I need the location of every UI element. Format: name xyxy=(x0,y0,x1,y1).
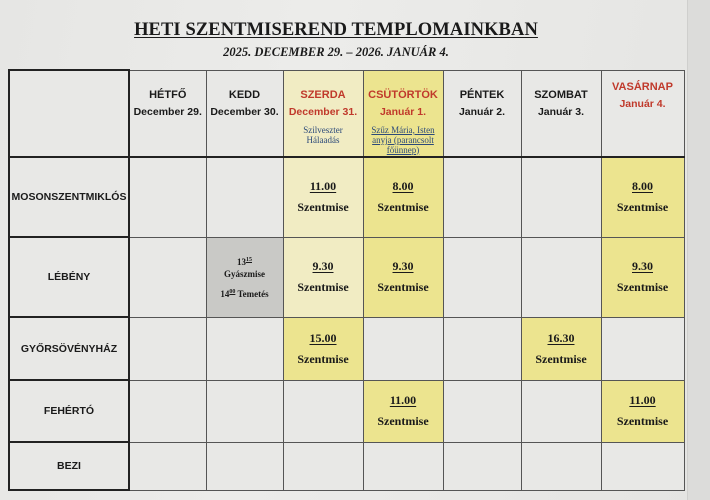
funeral-cell xyxy=(206,237,283,317)
mass-time: 11.00 xyxy=(309,179,337,194)
place-gyorsovenyhaz: GYŐRSÖVÉNYHÁZ xyxy=(9,317,129,380)
day-note: Szilveszter Hálaadás xyxy=(303,124,343,145)
empty-cell xyxy=(443,380,521,442)
day-note-link[interactable]: Szűz Mária, Isten anyja (parancsolt főünnep) xyxy=(371,124,435,155)
mass-label: Szentmise xyxy=(377,280,429,294)
empty-cell xyxy=(283,442,363,490)
mass-time: 8.00 xyxy=(392,179,414,194)
mass-label: Szentmise xyxy=(297,280,349,294)
table-row xyxy=(9,157,684,237)
place-lebeny: LÉBÉNY xyxy=(9,237,129,317)
header-row xyxy=(9,70,684,157)
place-fehérto: FEHÉRTÓ xyxy=(9,380,129,442)
mass-schedule-table xyxy=(8,69,685,491)
day-date: Január 2. xyxy=(458,105,506,118)
empty-cell xyxy=(206,157,283,237)
day-name: HÉTFŐ xyxy=(149,88,187,101)
empty-cell xyxy=(129,317,206,380)
empty-cell xyxy=(443,317,521,380)
table-row xyxy=(9,237,684,317)
funeral-mass-label: Gyászmise xyxy=(224,269,265,279)
empty-cell xyxy=(443,157,521,237)
mass-label: Szentmise xyxy=(377,414,429,428)
day-header-tuesday xyxy=(206,70,283,157)
empty-cell xyxy=(129,237,206,317)
empty-cell xyxy=(521,237,601,317)
empty-cell xyxy=(363,442,443,490)
day-header-wednesday xyxy=(283,70,363,157)
empty-cell xyxy=(363,317,443,380)
mass-label: Szentmise xyxy=(377,200,429,215)
day-header-monday xyxy=(129,70,206,157)
mass-cell xyxy=(283,157,363,237)
day-name: CSÜTÖRTÖK xyxy=(368,88,438,101)
day-header-thursday xyxy=(363,70,443,157)
mass-label: Szentmise xyxy=(616,414,669,428)
empty-cell xyxy=(521,442,601,490)
empty-cell xyxy=(521,157,601,237)
empty-cell xyxy=(283,380,363,442)
mass-cell xyxy=(601,157,684,237)
empty-cell xyxy=(129,157,206,237)
mass-label: Szentmise xyxy=(616,200,669,215)
empty-cell xyxy=(601,317,684,380)
mass-time: 9.30 xyxy=(312,259,334,273)
mass-cell xyxy=(283,237,363,317)
empty-cell xyxy=(521,380,601,442)
empty-cell xyxy=(601,442,684,490)
empty-cell xyxy=(129,442,206,490)
empty-cell xyxy=(206,317,283,380)
mass-time: 9.30 xyxy=(632,259,653,273)
page-title xyxy=(0,20,672,41)
mass-cell xyxy=(601,237,684,317)
mass-time: 9.30 xyxy=(392,259,414,273)
date-range-subtitle: 2025. DECEMBER 29. – 2026. JANUÁR 4. xyxy=(223,45,449,59)
day-name: PÉNTEK xyxy=(459,88,505,101)
empty-cell xyxy=(206,442,283,490)
mass-cell xyxy=(521,317,601,380)
table-row xyxy=(9,317,684,380)
table-row xyxy=(9,380,684,442)
mass-label: Szentmise xyxy=(297,200,349,215)
corner-cell xyxy=(9,70,129,157)
place-mosonszentmiklos: MOSONSZENTMIKLÓS xyxy=(9,157,129,237)
mass-cell xyxy=(283,317,363,380)
day-date: Január 1. xyxy=(379,105,427,118)
empty-cell xyxy=(129,380,206,442)
empty-cell xyxy=(443,442,521,490)
day-name: SZERDA xyxy=(300,88,346,101)
day-header-saturday xyxy=(521,70,601,157)
mass-time: 11.00 xyxy=(629,393,656,407)
mass-time: 11.00 xyxy=(389,393,417,407)
place-bezi: BEZI xyxy=(9,442,129,490)
day-name: SZOMBAT xyxy=(534,88,588,101)
day-date: December 30. xyxy=(210,105,279,118)
empty-cell xyxy=(206,380,283,442)
mass-time: 15.00 xyxy=(309,330,337,345)
burial-line: $14^{00}$ Temetés xyxy=(220,289,269,299)
mass-time: 8.00 xyxy=(632,179,653,194)
empty-cell xyxy=(443,237,521,317)
day-date: Január 3. xyxy=(537,105,585,118)
mass-cell xyxy=(363,157,443,237)
mass-cell xyxy=(363,380,443,442)
day-name: KEDD xyxy=(228,88,261,101)
day-date: Január 4. xyxy=(619,97,666,110)
funeral-mass-time: $13^{15}$ xyxy=(237,257,252,267)
mass-label: Szentmise xyxy=(297,351,349,366)
day-name: VASÁRNAP xyxy=(612,80,673,93)
day-date: December 31. xyxy=(288,105,358,118)
table-row xyxy=(9,442,684,490)
day-header-friday xyxy=(443,70,521,157)
day-date: December 29. xyxy=(133,105,202,118)
mass-label: Szentmise xyxy=(616,280,669,294)
mass-label: Szentmise xyxy=(535,351,587,366)
page-edge xyxy=(687,0,710,500)
mass-cell xyxy=(363,237,443,317)
title-text: HETI SZENTMISEREND TEMPLOMAINKBAN xyxy=(134,20,538,40)
day-header-sunday xyxy=(601,70,684,157)
mass-cell xyxy=(601,380,684,442)
mass-time: 16.30 xyxy=(547,330,575,345)
